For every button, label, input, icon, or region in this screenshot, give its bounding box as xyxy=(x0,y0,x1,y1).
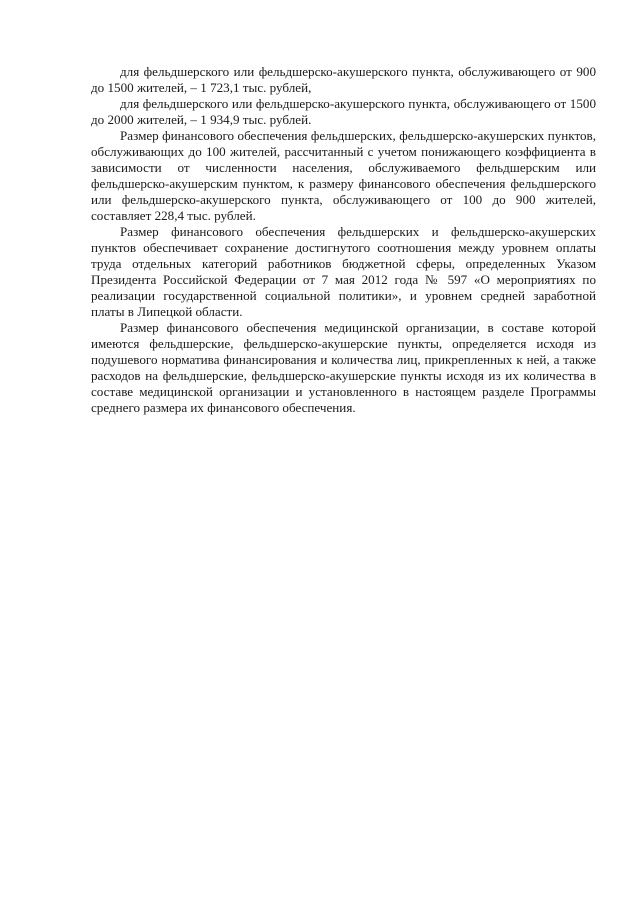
paragraph-fap-900-1500: для фельдшерского или фельдшерско-акушерского пункта, обслуживающего от 900 до 1500 жителей, – 1 723,1 тыс. рублей, xyxy=(91,64,596,95)
paragraph-fap-under-100: Размер финансового обеспечения фельдшерских, фельдшерско-акушерских пунктов, обслуживающих до 100 жителей, рассчитанный с учетом понижающего коэффициента в зависимости от численности населения, обслуживаемого фельдшерским или фельдшерско-акушерским пунктом, к размеру финансового обеспечения фельдшерского или фельдшерско-акушерского пункта, обслуживающего от 100 до 900 жителей, составляет 228,4 тыс. рублей. xyxy=(91,128,596,223)
paragraph-fap-1500-2000: для фельдшерского или фельдшерско-акушерского пункта, обслуживающего от 1500 до 2000 жителей, – 1 934,9 тыс. рублей. xyxy=(91,96,596,127)
document-body xyxy=(91,64,596,416)
paragraph-medical-organization: Размер финансового обеспечения медицинской организации, в составе которой имеются фельдшерские, фельдшерско-акушерские пункты, определяется исходя из подушевого норматива финансирования и количества лиц, прикрепленных к ней, а также расходов на фельдшерские, фельдшерско-акушерские пункты исходя из их количества в составе медицинской организации и установленного в настоящем разделе Программы среднего размера их финансового обеспечения. xyxy=(91,320,596,415)
paragraph-salary-ratio: Размер финансового обеспечения фельдшерских и фельдшерско-акушерских пунктов обеспечивает сохранение достигнутого соотношения между уровнем оплаты труда отдельных категорий работников бюджетной сферы, определенных Указом Президента Российской Федерации от 7 мая 2012 года № 597 «О мероприятиях по реализации государственной социальной политики», и уровнем средней заработной платы в Липецкой области. xyxy=(91,224,596,319)
